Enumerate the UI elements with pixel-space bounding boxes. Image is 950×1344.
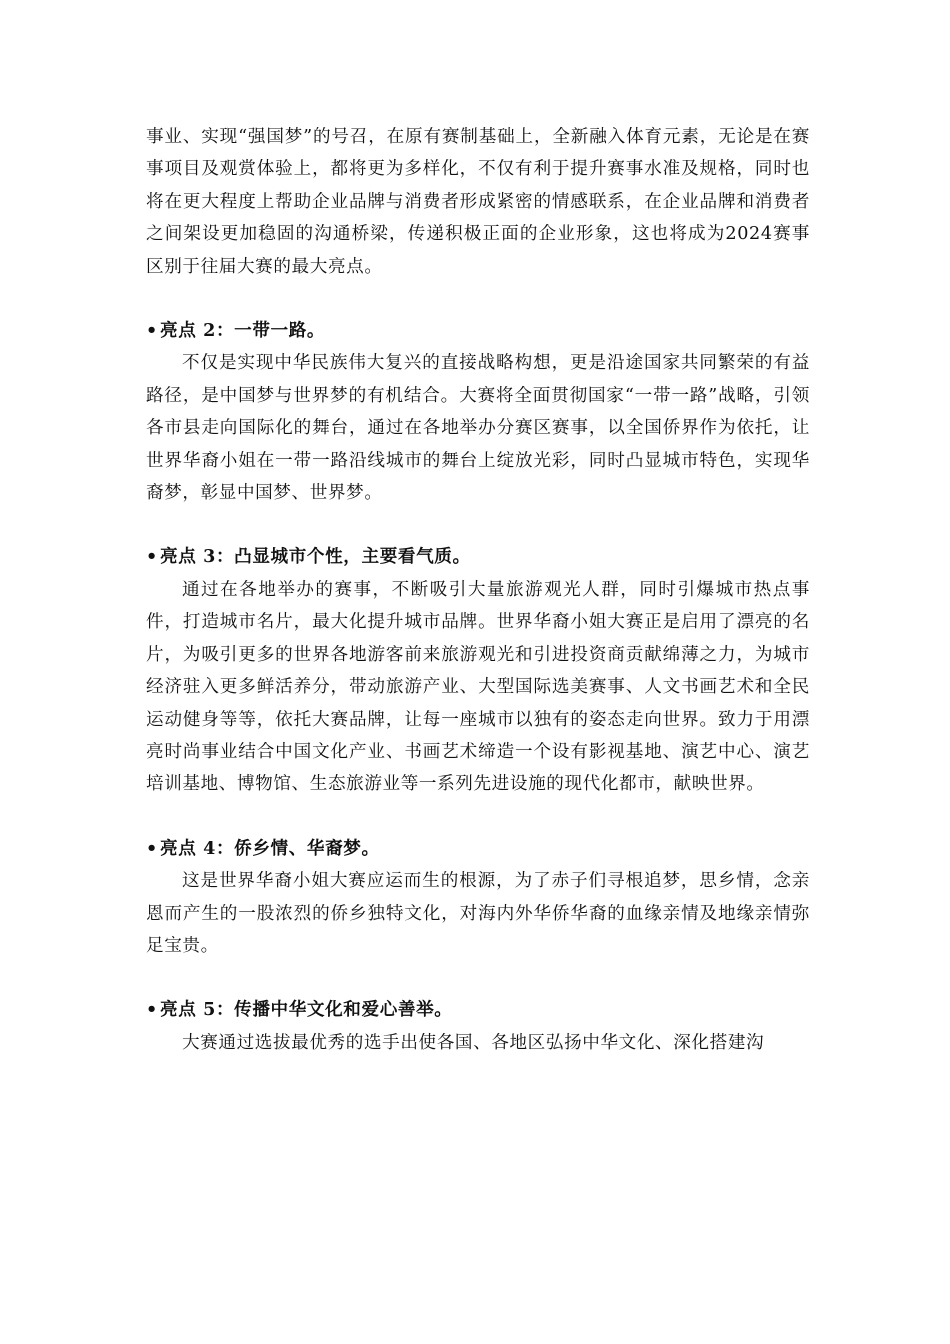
section-body: 不仅是实现中华民族伟大复兴的直接战略构想，更是沿途国家共同繁荣的有益路径，是中国梦与世界梦的有机结合。大赛将全面贯彻国家“一带一路”战略，引领各市县走向国际化的舞台，通过在各地举办分赛区赛事，以全国侨界作为依托，让世界华裔小姐在一带一路沿线城市的舞台上绽放光彩，同时凸显城市特色，实现华裔梦，彰显中国梦、世界梦。 [146, 353, 810, 504]
heading-text: 亮点 5：传播中华文化和爱心善举。 [160, 999, 453, 1021]
section-body: 这是世界华裔小姐大赛应运而生的根源，为了赤子们寻根追梦，思乡情，念亲恩而产生的一股浓烈的侨乡独特文化，对海内外华侨华裔的血缘亲情及地缘亲情弥足宝贵。 [146, 871, 810, 956]
heading-text: 亮点 4：侨乡情、华裔梦。 [160, 837, 380, 859]
section-highlight-5 [146, 994, 810, 1059]
bullet-icon: • [146, 837, 158, 859]
section-body: 大赛通过选拔最优秀的选手出使各国、各地区弘扬中华文化、深化搭建沟 [182, 1032, 765, 1053]
bullet-icon: • [146, 999, 158, 1021]
section-body: 通过在各地举办的赛事，不断吸引大量旅游观光人群，同时引爆城市热点事件，打造城市名片，最大化提升城市品牌。世界华裔小姐大赛正是启用了漂亮的名片，为吸引更多的世界各地游客前来旅游观光和引进投资商贡献绵薄之力，为城市经济驻入更多鲜活养分，带动旅游产业、大型国际选美赛事、人文书画艺术和全民运动健身等等，依托大赛品牌，让每一座城市以独有的姿态走向世界。致力于用漂亮时尚事业结合中国文化产业、书画艺术缔造一个设有影视基地、演艺中心、演艺培训基地、博物馆、生态旅游业等一系列先进设施的现代化都市，献映世界。 [146, 579, 810, 795]
heading-text: 亮点 3：凸显城市个性，主要看气质。 [160, 546, 471, 568]
bullet-icon: • [146, 546, 158, 568]
section-heading [146, 994, 810, 1026]
section-gap [146, 801, 810, 833]
section-heading [146, 833, 810, 865]
document-body [146, 121, 810, 1059]
bullet-icon: • [146, 320, 158, 342]
section-highlight-2 [146, 315, 810, 509]
section-heading [146, 541, 810, 573]
intro-paragraph: 事业、实现“强国梦”的号召，在原有赛制基础上，全新融入体育元素，无论是在赛事项目及观赏体验上，都将更为多样化，不仅有利于提升赛事水准及规格，同时也将在更大程度上帮助企业品牌与消费者形成紧密的情感联系，在企业品牌和消费者之间架设更加稳固的沟通桥梁，传递积极正面的企业形象，这也将成为2024赛事区别于往届大赛的最大亮点。 [146, 127, 810, 277]
section-highlight-4 [146, 833, 810, 963]
heading-text: 亮点 2：一带一路。 [160, 320, 326, 342]
section-highlight-3 [146, 541, 810, 800]
section-heading [146, 315, 810, 347]
section-gap [146, 509, 810, 541]
section-gap [146, 962, 810, 994]
section-gap [146, 283, 810, 315]
